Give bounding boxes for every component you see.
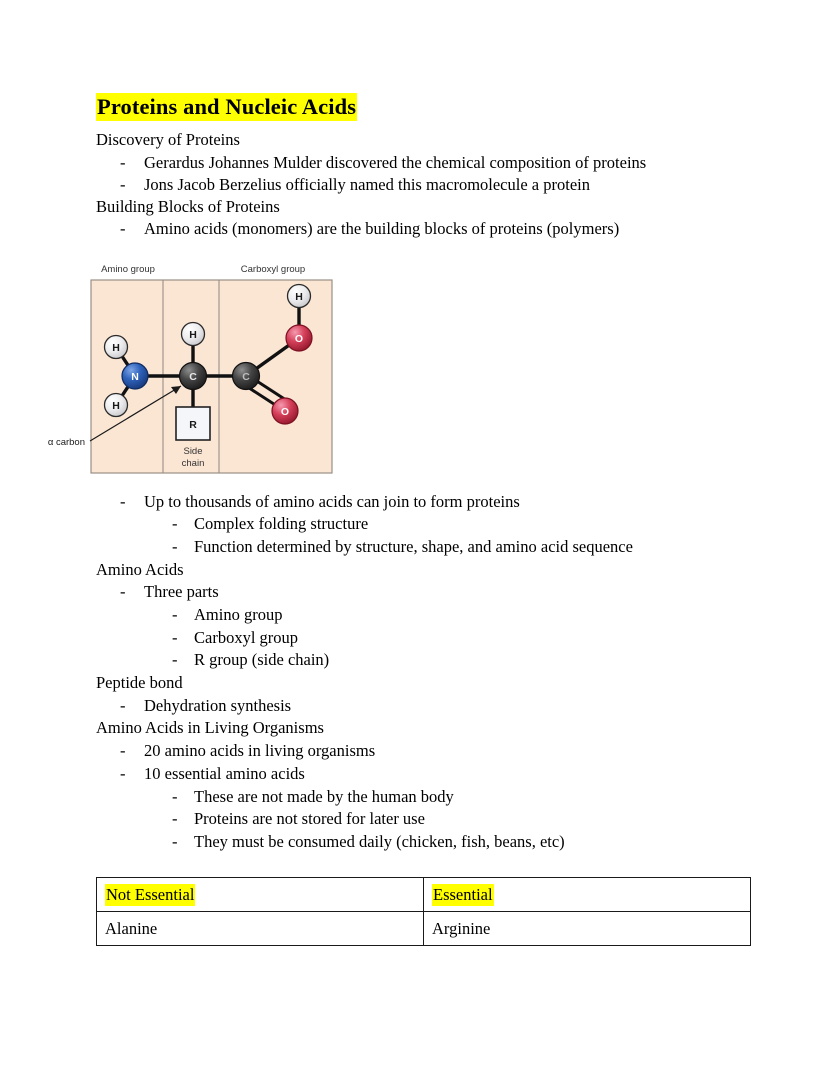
svg-text:H: H [189, 329, 197, 341]
outline-heading-discovery-of-proteins: Discovery of Proteins [96, 130, 240, 149]
bullet-marker: - [172, 832, 178, 851]
amino-acid-structure-diagram [33, 258, 338, 480]
outline-item-not-stored: Proteins are not stored for later use [194, 809, 425, 828]
svg-text:H: H [295, 291, 303, 303]
table-header-essential [424, 878, 751, 912]
atom-hydrogen-amino-bottom [105, 394, 128, 417]
svg-text:C: C [242, 371, 250, 383]
svg-text:O: O [294, 333, 304, 345]
bullet-marker: - [172, 809, 178, 828]
bullet-marker: - [172, 787, 178, 806]
table-row [97, 912, 751, 946]
atom-oxygen-carbonyl [272, 398, 298, 424]
svg-text:H: H [112, 342, 120, 354]
outline-item-mulder: Gerardus Johannes Mulder discovered the chemical composition of proteins [144, 153, 647, 172]
outline-item-carboxyl-group: Carboxyl group [194, 628, 299, 647]
essential-amino-acids-table [96, 877, 751, 946]
outline-item-r-group: R group (side chain) [194, 650, 330, 669]
outline-item-10-essential: 10 essential amino acids [144, 764, 305, 783]
outline-item-consumed-daily: They must be consumed daily (chicken, fish, beans, etc) [194, 832, 565, 851]
bullet-marker: - [120, 696, 126, 715]
outline-item-not-made-by-body: These are not made by the human body [194, 787, 454, 806]
table-header-not-essential-highlight: Not Essential [106, 884, 195, 904]
outline-item-dehydration-synthesis: Dehydration synthesis [144, 696, 292, 715]
atom-hydrogen-hydroxyl [288, 285, 311, 308]
atom-carbon-alpha [180, 363, 207, 390]
page-title [96, 96, 357, 119]
bullet-marker: - [120, 764, 126, 783]
outline-heading-building-blocks: Building Blocks of Proteins [96, 197, 280, 216]
atom-oxygen-hydroxyl [286, 325, 312, 351]
table-cell-alanine: Alanine [97, 912, 424, 946]
svg-text:N: N [131, 371, 139, 383]
bullet-marker: - [120, 492, 126, 511]
bullet-marker: - [172, 628, 178, 647]
bullet-marker: - [172, 650, 178, 669]
atom-hydrogen-alpha [182, 323, 205, 346]
bullet-marker: - [172, 537, 178, 556]
side-chain-label-line2: chain [181, 458, 205, 469]
outline-item-function-determined: Function determined by structure, shape, and amino acid sequence [194, 537, 633, 556]
bullet-marker: - [120, 219, 126, 238]
outline-item-20-amino-acids: 20 amino acids in living organisms [144, 741, 376, 760]
outline-heading-amino-acids: Amino Acids [96, 560, 184, 579]
outline-item-berzelius: Jons Jacob Berzelius officially named this macromolecule a protein [144, 175, 590, 194]
svg-text:C: C [189, 371, 197, 383]
bullet-marker: - [120, 741, 126, 760]
bullet-marker: - [172, 605, 178, 624]
label-carboxyl-group: Carboxyl group [240, 264, 306, 275]
outline-item-thousands-amino-acids: Up to thousands of amino acids can join to form proteins [144, 492, 520, 511]
table-header-essential-highlight: Essential [433, 884, 493, 904]
table-header-row [97, 878, 751, 912]
outline-heading-amino-acids-living-organisms: Amino Acids in Living Organisms [96, 718, 324, 737]
side-chain-label-line1: Side [183, 446, 203, 457]
atom-hydrogen-amino-top [105, 336, 128, 359]
bullet-marker: - [120, 153, 126, 172]
r-group-label: R [189, 419, 197, 431]
outline-item-amino-group: Amino group [194, 605, 283, 624]
atom-carbon-carboxyl [233, 363, 260, 390]
table-cell-arginine: Arginine [424, 912, 751, 946]
svg-text:H: H [112, 400, 120, 412]
alpha-carbon-label: α carbon [47, 437, 85, 448]
bullet-marker: - [120, 582, 126, 601]
page-title-highlight: Proteins and Nucleic Acids [97, 94, 357, 119]
outline-item-three-parts: Three parts [144, 582, 219, 601]
outline-item-complex-folding: Complex folding structure [194, 514, 369, 533]
label-amino-group: Amino group [101, 264, 155, 275]
outline-item-amino-acids-monomers: Amino acids (monomers) are the building blocks of proteins (polymers) [144, 219, 620, 238]
bullet-marker: - [172, 514, 178, 533]
bullet-marker: - [120, 175, 126, 194]
atom-nitrogen [122, 363, 148, 389]
svg-text:O: O [280, 406, 290, 418]
outline-heading-peptide-bond: Peptide bond [96, 673, 183, 692]
table-header-not-essential [97, 878, 424, 912]
